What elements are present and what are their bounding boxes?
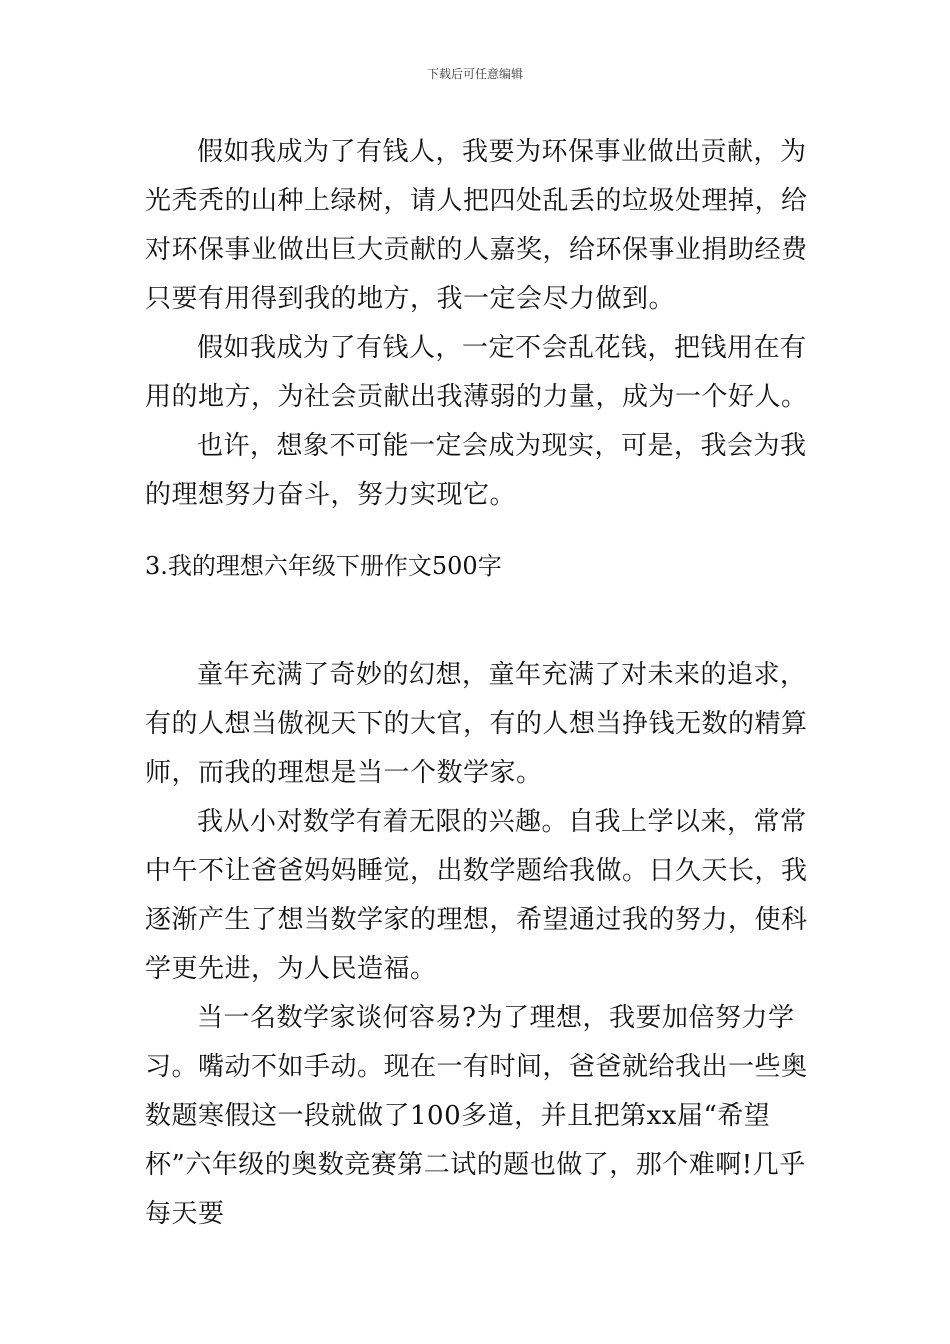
paragraph: 我从小对数学有着无限的兴趣。自我上学以来，常常中午不让爸爸妈妈睡觉，出数学题给我做。日久天长，我逐渐产生了想当数学家的理想，希望通过我的努力，使科学更先进，为人民造福。 xyxy=(145,807,808,984)
paragraph: 童年充满了奇妙的幻想，童年充满了对未来的追求，有的人想当傲视天下的大官，有的人想当挣钱无数的精算师，而我的理想是当一个数学家。 xyxy=(145,660,808,788)
paragraph: 假如我成为了有钱人，我要为环保事业做出贡献，为光秃秃的山种上绿树，请人把四处乱丢的垃圾处理掉，给对环保事业做出巨大贡献的人嘉奖，给环保事业捐助经费只要有用得到我的地方，我一定会尽力做到。 xyxy=(145,137,808,314)
document-body xyxy=(145,128,815,1239)
spacer xyxy=(145,591,815,651)
paragraph: 假如我成为了有钱人，一定不会乱花钱，把钱用在有用的地方，为社会贡献出我薄弱的力量，成为一个好人。 xyxy=(145,333,808,412)
paragraph: 当一名数学家谈何容易?为了理想，我要加倍努力学习。嘴动不如手动。现在一有时间，爸爸就给我出一些奥数题寒假这一段就做了100多道，并且把第xx届“希望杯”六年级的奥数竞赛第二试的题也做了，那个难啊!几乎每天要 xyxy=(145,1003,808,1229)
section-heading: 3.我的理想六年级下册作文500字 xyxy=(145,552,502,580)
page-header: 下载后可任意编辑 xyxy=(426,67,523,81)
paragraph: 也许，想象不可能一定会成为现实，可是，我会为我的理想努力奋斗，努力实现它。 xyxy=(145,431,807,510)
